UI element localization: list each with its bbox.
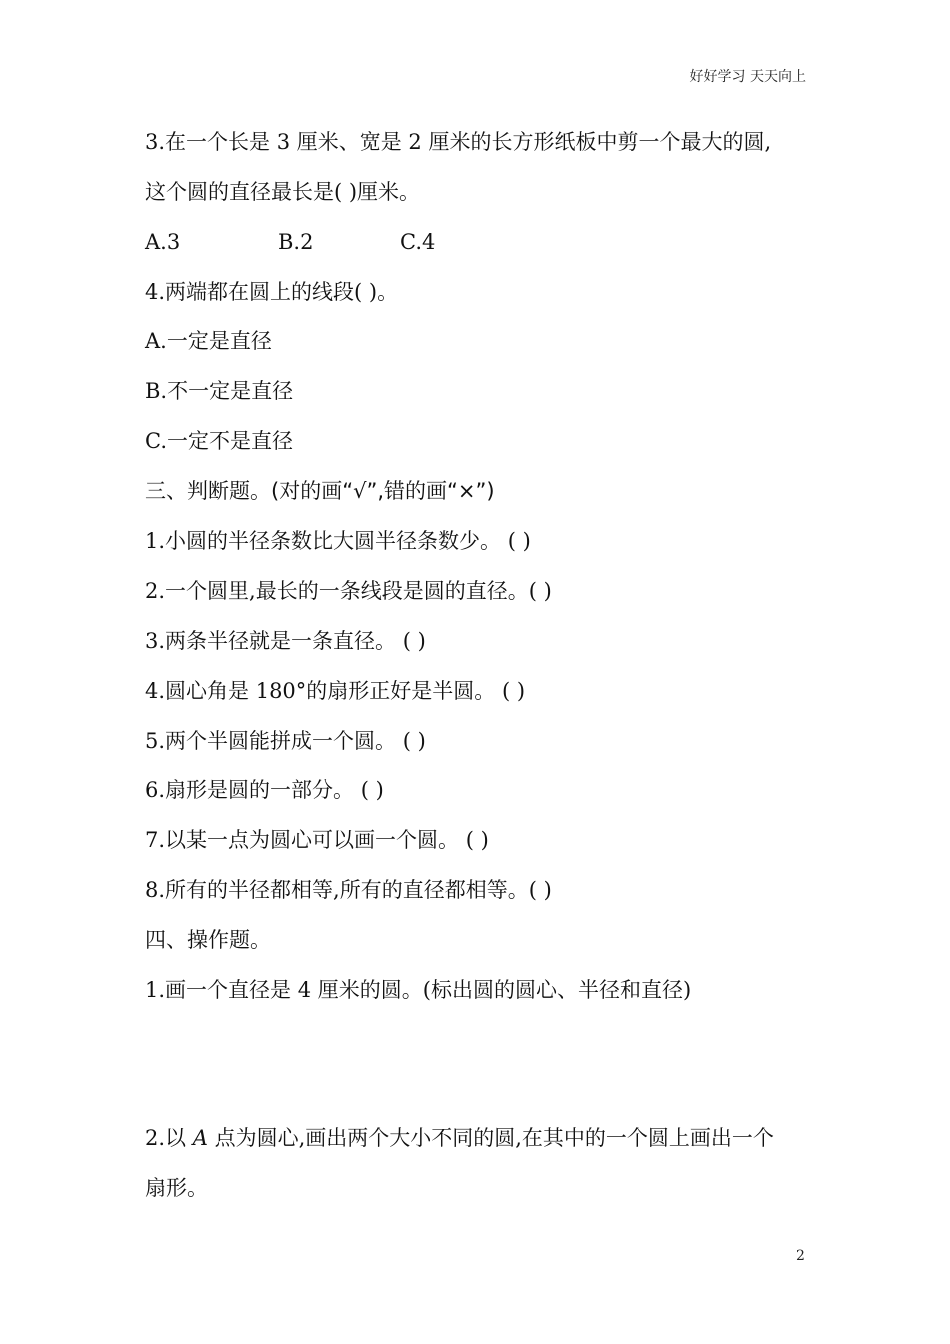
operation-question-2-line-1 <box>145 1128 774 1149</box>
option-b: B.2 <box>278 230 314 254</box>
q2-point-variable: A <box>192 1126 208 1150</box>
option-a: A.3 <box>145 230 181 254</box>
question-4-option-b: B.不一定是直径 <box>145 379 294 403</box>
question-3-line-2: 这个圆的直径最长是( )厘米。 <box>145 180 421 204</box>
q2-rest: 点为圆心,画出两个大小不同的圆,在其中的一个圆上画出一个 <box>207 1126 774 1150</box>
judge-item-8: 8.所有的半径都相等,所有的直径都相等。( ) <box>145 878 552 902</box>
question-4-option-a: A.一定是直径 <box>145 329 272 353</box>
operation-question-2-line-2: 扇形。 <box>145 1176 208 1200</box>
judge-item-7: 7.以某一点为圆心可以画一个圆。 ( ) <box>145 828 489 852</box>
judge-item-6: 6.扇形是圆的一部分。 ( ) <box>145 778 384 802</box>
judge-item-3: 3.两条半径就是一条直径。 ( ) <box>145 629 426 653</box>
question-4-stem: 4.两端都在圆上的线段( )。 <box>145 280 399 304</box>
judge-item-5: 5.两个半圆能拼成一个圆。 ( ) <box>145 729 426 753</box>
judge-item-4: 4.圆心角是 180°的扇形正好是半圆。 ( ) <box>145 679 526 703</box>
question-3-line-1: 3.在一个长是 3 厘米、宽是 2 厘米的长方形纸板中剪一个最大的圆, <box>145 130 772 154</box>
judge-item-2: 2.一个圆里,最长的一条线段是圆的直径。( ) <box>145 579 552 603</box>
page-header: 好好学习 天天向上 <box>689 69 806 85</box>
page-number: 2 <box>796 1248 805 1264</box>
section-3-title: 三、判断题。(对的画“√”,错的画“×”) <box>145 479 495 503</box>
judge-item-1: 1.小圆的半径条数比大圆半径条数少。 ( ) <box>145 529 531 553</box>
option-c: C.4 <box>400 230 436 254</box>
q2-prefix: 2.以 <box>145 1126 193 1150</box>
question-3-options <box>145 232 435 253</box>
operation-question-1: 1.画一个直径是 4 厘米的圆。(标出圆的圆心、半径和直径) <box>145 978 692 1002</box>
section-4-title: 四、操作题。 <box>145 928 271 952</box>
question-4-option-c: C.一定不是直径 <box>145 429 293 453</box>
